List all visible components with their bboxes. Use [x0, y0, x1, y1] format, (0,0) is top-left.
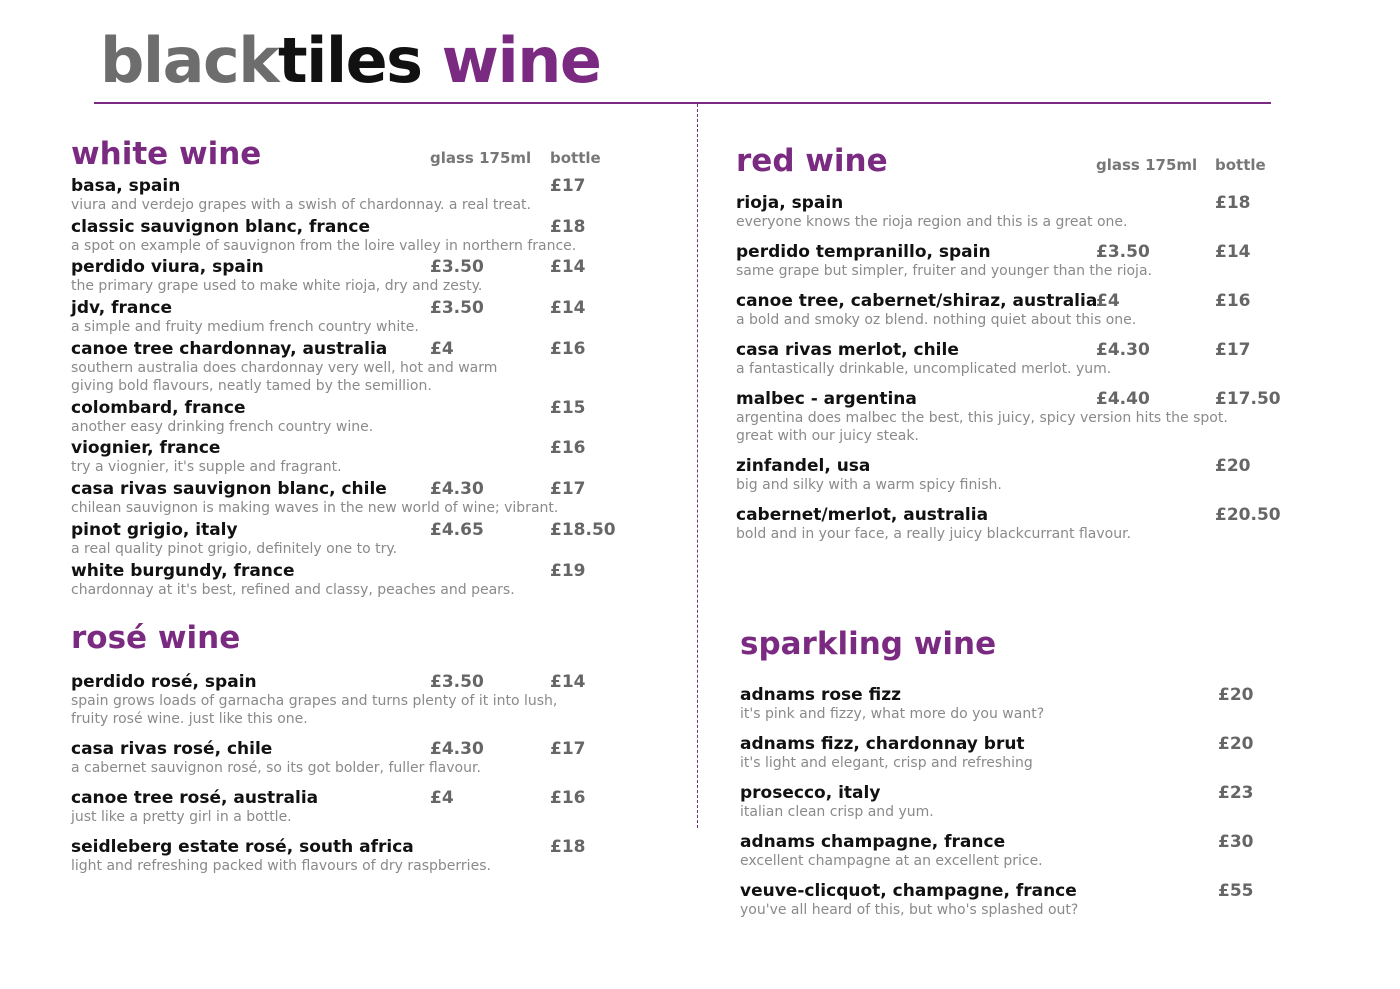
- brand-word-black: black: [100, 24, 278, 97]
- bottle-price: £14: [550, 672, 586, 692]
- wine-description: it's pink and fizzy, what more do you want?: [740, 706, 1045, 722]
- brand-title: [100, 24, 601, 97]
- wine-description: chardonnay at it's best, refined and classy, peaches and pears.: [71, 581, 515, 598]
- glass-price: £4.30: [430, 739, 484, 759]
- bottle-price: £17: [550, 739, 586, 759]
- glass-price: £4.65: [430, 519, 484, 540]
- wine-description: bold and in your face, a really juicy blackcurrant flavour.: [736, 526, 1132, 542]
- wine-name: cabernet/merlot, australia: [736, 505, 989, 525]
- wine-name: adnams fizz, chardonnay brut: [740, 734, 1025, 754]
- wine-item: [71, 398, 651, 439]
- glass-price: £3.50: [430, 298, 484, 319]
- bottle-price: £15: [550, 397, 586, 418]
- wine-item: [71, 561, 651, 602]
- wine-name: adnams rose fizz: [740, 685, 901, 705]
- glass-price: £3.50: [430, 672, 484, 692]
- glass-column-label: glass 175ml: [1096, 156, 1198, 174]
- bottle-price: £20: [1218, 685, 1254, 705]
- wine-name: colombard, france: [71, 397, 246, 418]
- wine-description: it's light and elegant, crisp and refreshing: [740, 755, 1033, 771]
- bottle-price: £16: [550, 338, 586, 359]
- wine-name: perdido tempranillo, spain: [736, 242, 991, 262]
- bottle-price: £18: [550, 216, 586, 237]
- wine-name: viognier, france: [71, 438, 221, 459]
- bottle-price: £30: [1218, 832, 1254, 852]
- wine-description: big and silky with a warm spicy finish.: [736, 477, 1002, 493]
- section-title: sparkling wine: [740, 626, 997, 662]
- bottle-price: £20.50: [1215, 505, 1281, 525]
- column-divider: [697, 104, 698, 828]
- wine-item: [71, 672, 651, 739]
- white-wine-section: [71, 136, 651, 601]
- bottle-price: £14: [1215, 242, 1251, 262]
- wine-list: [736, 193, 1296, 554]
- wine-item: [736, 242, 1296, 291]
- wine-name: white burgundy, france: [71, 560, 295, 581]
- wine-description: a spot on example of sauvignon from the loire valley in northern france.: [71, 237, 577, 254]
- wine-item: [740, 734, 1300, 783]
- bottle-price: £17.50: [1215, 389, 1281, 409]
- wine-description: same grape but simpler, fruiter and younger than the rioja.: [736, 263, 1152, 279]
- wine-description: spain grows loads of garnacha grapes and turns plenty of it into lush,: [71, 693, 558, 709]
- bottle-price: £17: [550, 479, 586, 500]
- wine-name: canoe tree chardonnay, australia: [71, 338, 388, 359]
- wine-item: [71, 298, 651, 339]
- bottle-price: £17: [550, 176, 586, 196]
- section-title: red wine: [736, 143, 888, 179]
- wine-item: [736, 340, 1296, 389]
- bottle-price: £20: [1215, 456, 1251, 476]
- glass-price: £4.30: [1096, 340, 1150, 360]
- wine-item: [740, 783, 1300, 832]
- wine-description: just like a pretty girl in a bottle.: [71, 809, 292, 825]
- wine-item: [736, 193, 1296, 242]
- wine-item: [71, 479, 651, 520]
- wine-list: [71, 176, 651, 601]
- wine-name: adnams champagne, france: [740, 832, 1006, 852]
- wine-description: another easy drinking french country wine.: [71, 418, 374, 435]
- rose-wine-section: [71, 620, 651, 886]
- wine-name: casa rivas sauvignon blanc, chile: [71, 479, 387, 500]
- wine-description: a simple and fruity medium french country white.: [71, 319, 419, 336]
- wine-name: veuve-clicquot, champagne, france: [740, 881, 1077, 901]
- wine-description: try a viognier, it's supple and fragrant.: [71, 459, 342, 476]
- wine-description: a real quality pinot grigio, definitely one to try.: [71, 540, 398, 557]
- wine-description: the primary grape used to make white rioja, dry and zesty.: [71, 278, 483, 295]
- wine-description: everyone knows the rioja region and this is a great one.: [736, 214, 1128, 230]
- wine-name: zinfandel, usa: [736, 456, 871, 476]
- section-header: [736, 143, 1296, 193]
- wine-item: [71, 339, 651, 398]
- wine-item: [736, 291, 1296, 340]
- glass-price: £4: [1096, 291, 1120, 311]
- wine-name: canoe tree rosé, australia: [71, 788, 319, 808]
- wine-name: malbec - argentina: [736, 389, 917, 409]
- wine-name: canoe tree, cabernet/shiraz, australia: [736, 291, 1098, 311]
- wine-name: basa, spain: [71, 176, 181, 196]
- wine-description: argentina does malbec the best, this juicy, spicy version hits the spot.: [736, 410, 1228, 426]
- wine-item: [71, 176, 651, 217]
- wine-item: [740, 832, 1300, 881]
- glass-price: £4.30: [430, 479, 484, 500]
- wine-item: [71, 788, 651, 837]
- wine-name: casa rivas rosé, chile: [71, 739, 273, 759]
- wine-item: [736, 456, 1296, 505]
- bottle-price: £16: [1215, 291, 1251, 311]
- red-wine-section: [736, 143, 1296, 554]
- glass-price: £3.50: [430, 257, 484, 278]
- bottle-column-label: bottle: [1215, 156, 1266, 174]
- glass-price: £4: [430, 338, 454, 359]
- wine-description: chilean sauvignon is making waves in the new world of wine; vibrant.: [71, 500, 559, 517]
- wine-list: [71, 672, 651, 886]
- wine-name: rioja, spain: [736, 193, 844, 213]
- bottle-price: £18.50: [550, 519, 616, 540]
- brand-word-wine: wine: [421, 24, 601, 97]
- wine-description: you've all heard of this, but who's splashed out?: [740, 902, 1079, 918]
- wine-name: prosecco, italy: [740, 783, 881, 803]
- wine-item: [736, 505, 1296, 554]
- wine-name: jdv, france: [71, 298, 173, 319]
- bottle-price: £23: [1218, 783, 1254, 803]
- wine-name: classic sauvignon blanc, france: [71, 216, 370, 237]
- section-header: [71, 136, 651, 176]
- wine-description: excellent champagne at an excellent price.: [740, 853, 1043, 869]
- wine-description: viura and verdejo grapes with a swish of chardonnay. a real treat.: [71, 197, 531, 213]
- wine-description: light and refreshing packed with flavours of dry raspberries.: [71, 858, 491, 874]
- wine-description: a bold and smoky oz blend. nothing quiet about this one.: [736, 312, 1137, 328]
- wine-name: pinot grigio, italy: [71, 519, 238, 540]
- wine-description: southern australia does chardonnay very well, hot and warm: [71, 359, 498, 376]
- bottle-price: £18: [550, 837, 586, 857]
- bottle-price: £17: [1215, 340, 1251, 360]
- section-header: [740, 626, 1300, 685]
- glass-column-label: glass 175ml: [430, 149, 532, 167]
- wine-list: [740, 685, 1300, 930]
- bottle-price: £14: [550, 298, 586, 319]
- bottle-price: £19: [550, 560, 586, 581]
- wine-description: great with our juicy steak.: [736, 428, 919, 444]
- bottle-price: £14: [550, 257, 586, 278]
- wine-description: fruity rosé wine. just like this one.: [71, 711, 308, 727]
- section-title: white wine: [71, 136, 262, 172]
- wine-item: [71, 438, 651, 479]
- wine-description: a fantastically drinkable, uncomplicated merlot. yum.: [736, 361, 1112, 377]
- wine-item: [740, 685, 1300, 734]
- wine-name: seidleberg estate rosé, south africa: [71, 837, 414, 857]
- wine-description: italian clean crisp and yum.: [740, 804, 934, 820]
- wine-item: [71, 217, 651, 258]
- wine-item: [71, 520, 651, 561]
- glass-price: £4: [430, 788, 454, 808]
- section-title: rosé wine: [71, 620, 241, 656]
- glass-price: £3.50: [1096, 242, 1150, 262]
- wine-description: a cabernet sauvignon rosé, so its got bolder, fuller flavour.: [71, 760, 481, 776]
- header-rule: [94, 102, 1271, 104]
- bottle-price: £16: [550, 438, 586, 459]
- section-header: [71, 620, 651, 672]
- wine-name: casa rivas merlot, chile: [736, 340, 959, 360]
- glass-price: £4.40: [1096, 389, 1150, 409]
- wine-description: giving bold flavours, neatly tamed by the semillion.: [71, 377, 432, 394]
- wine-item: [736, 389, 1296, 456]
- wine-item: [71, 739, 651, 788]
- wine-name: perdido viura, spain: [71, 257, 264, 278]
- bottle-price: £16: [550, 788, 586, 808]
- bottle-column-label: bottle: [550, 149, 601, 167]
- wine-item: [71, 257, 651, 298]
- sparkling-wine-section: [740, 626, 1300, 930]
- bottle-price: £20: [1218, 734, 1254, 754]
- wine-item: [740, 881, 1300, 930]
- bottle-price: £18: [1215, 193, 1251, 213]
- bottle-price: £55: [1218, 881, 1254, 901]
- wine-name: perdido rosé, spain: [71, 672, 257, 692]
- wine-item: [71, 837, 651, 886]
- brand-word-tiles: tiles: [277, 24, 422, 97]
